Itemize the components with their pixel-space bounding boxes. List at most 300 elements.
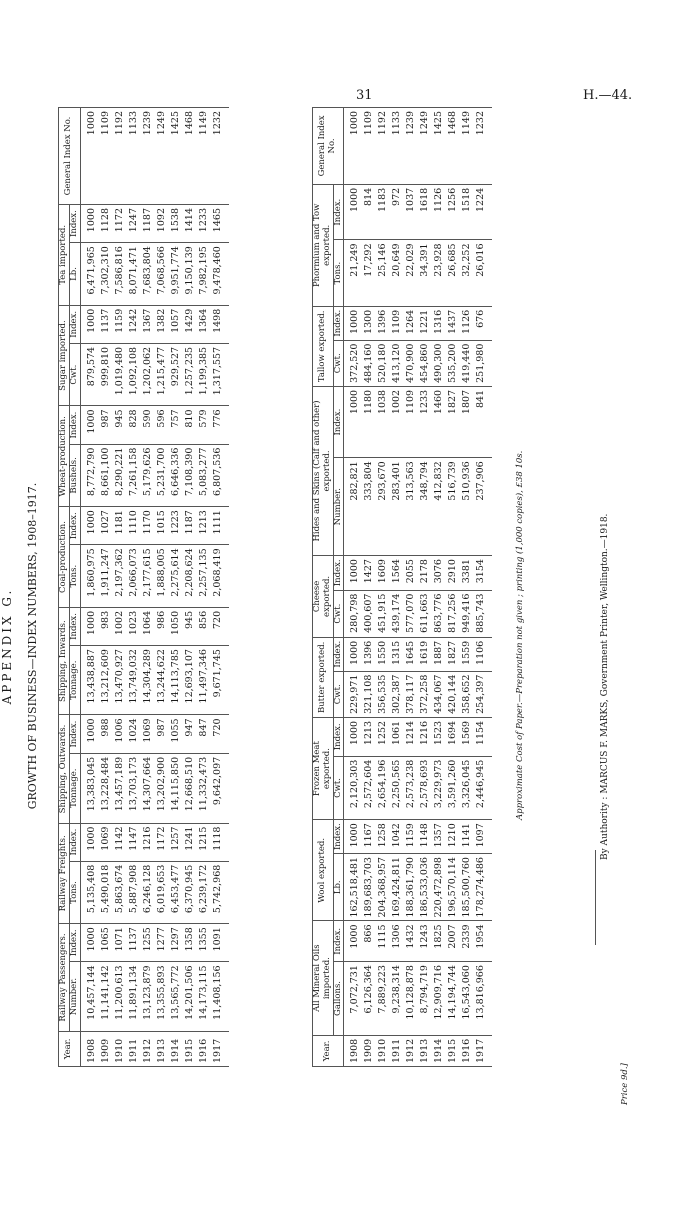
data-cell: 14,113,785	[169, 646, 183, 715]
data-cell: 189,683,703	[362, 854, 376, 921]
data-cell: 1252	[376, 717, 390, 756]
table-row	[418, 108, 432, 1067]
data-cell: 1,202,062	[141, 343, 155, 406]
year-cell: 1908	[344, 1035, 363, 1066]
column-header: Cwt.	[69, 343, 80, 406]
data-cell: 14,194,744	[446, 962, 460, 1036]
data-cell: 1149	[197, 108, 211, 205]
data-cell: 2007	[446, 921, 460, 962]
data-cell: 1133	[390, 108, 404, 185]
data-cell: 9,150,139	[183, 243, 197, 306]
group-header: Shipping, Inwards.	[59, 607, 70, 715]
data-cell: 1315	[390, 637, 404, 671]
data-cell: 1807	[460, 386, 474, 457]
data-cell: 5,179,626	[141, 444, 155, 507]
data-cell: 13,565,772	[169, 962, 183, 1031]
data-cell: 1425	[169, 108, 183, 205]
data-cell: 1538	[169, 205, 183, 243]
year-header: Year.	[313, 1035, 344, 1066]
column-header: Tons.	[333, 240, 344, 306]
data-cell: 1498	[211, 305, 229, 343]
data-cell: 11,408,156	[211, 962, 229, 1031]
data-cell: 5,231,700	[155, 444, 169, 507]
data-cell: 7,889,223	[376, 962, 390, 1036]
data-cell: 1249	[155, 108, 169, 205]
data-cell: 2,177,615	[141, 545, 155, 608]
data-cell: 1316	[432, 306, 446, 340]
data-cell: 185,500,760	[460, 854, 474, 921]
data-cell: 400,607	[362, 590, 376, 637]
data-cell: 2,120,303	[344, 756, 363, 820]
data-cell: 8,071,471	[127, 243, 141, 306]
table-row	[80, 108, 99, 1067]
data-cell: 188,361,790	[404, 854, 418, 921]
data-cell: 1000	[80, 715, 99, 753]
table-row	[155, 108, 169, 1067]
table-row	[376, 108, 390, 1067]
table-row	[404, 108, 418, 1067]
data-cell: 1,019,480	[113, 343, 127, 406]
data-cell: 1564	[390, 556, 404, 591]
data-cell: 313,563	[404, 458, 418, 556]
data-cell: 2,446,945	[474, 756, 492, 820]
data-cell: 9,238,314	[390, 962, 404, 1036]
data-cell: 828	[127, 406, 141, 444]
data-cell: 2,257,135	[197, 545, 211, 608]
data-cell: 1214	[404, 717, 418, 756]
data-cell: 1694	[446, 717, 460, 756]
data-cell: 972	[390, 184, 404, 240]
column-header: Gallons.	[333, 962, 344, 1036]
data-cell: 1055	[169, 715, 183, 753]
data-cell: 1064	[141, 607, 155, 645]
data-cell: 1183	[376, 184, 390, 240]
column-header: Index.	[333, 717, 344, 756]
data-cell: 1247	[127, 205, 141, 243]
data-cell: 333,804	[362, 458, 376, 556]
data-cell: 949,416	[460, 590, 474, 637]
data-cell: 1367	[141, 305, 155, 343]
data-cell: 1092	[155, 205, 169, 243]
data-cell: 5,742,968	[211, 861, 229, 924]
column-header: Number.	[333, 458, 344, 556]
data-cell: 1137	[127, 924, 141, 962]
column-header: Tonnage.	[69, 753, 80, 823]
data-cell: 1297	[169, 924, 183, 962]
data-cell: 434,067	[432, 671, 446, 717]
data-cell: 1000	[344, 637, 363, 671]
column-header: Number.	[69, 962, 80, 1031]
data-cell: 12,909,716	[432, 962, 446, 1036]
data-cell: 3076	[432, 556, 446, 591]
data-cell: 283,401	[390, 458, 404, 556]
index-table-2	[312, 107, 492, 1067]
data-cell: 1569	[460, 717, 474, 756]
data-cell: 6,807,536	[211, 444, 229, 507]
data-cell: 1172	[113, 205, 127, 243]
group-header: Wool exported.	[313, 820, 334, 921]
data-cell: 1180	[362, 386, 376, 457]
data-cell: 1110	[127, 507, 141, 545]
data-cell: 11,332,473	[197, 753, 211, 823]
data-cell: 13,816,966	[474, 962, 492, 1036]
data-cell: 1000	[80, 108, 99, 205]
column-header: Index.	[69, 507, 80, 545]
data-cell: 2,208,624	[183, 545, 197, 608]
data-cell: 1167	[362, 820, 376, 854]
data-cell: 1000	[80, 823, 99, 861]
data-cell: 356,535	[376, 671, 390, 717]
group-header: Cheese exported.	[313, 556, 334, 638]
data-cell: 451,915	[376, 590, 390, 637]
data-cell: 676	[474, 306, 492, 340]
column-header: Index.	[69, 715, 80, 753]
index-table-1	[58, 107, 229, 1067]
data-cell: 17,292	[362, 240, 376, 306]
data-cell: 1002	[390, 386, 404, 457]
data-cell: 1159	[113, 305, 127, 343]
data-cell: 1148	[418, 820, 432, 854]
data-cell: 1827	[446, 637, 460, 671]
data-cell: 1109	[404, 386, 418, 457]
column-header: Index.	[69, 205, 80, 243]
data-cell: 1133	[127, 108, 141, 205]
year-cell: 1910	[113, 1031, 127, 1066]
data-cell: 14,173,115	[197, 962, 211, 1031]
data-cell: 1,911,247	[99, 545, 113, 608]
group-header: Sugar imported.	[59, 305, 70, 406]
column-header: Lb.	[333, 854, 344, 921]
cost-note: Approximate Cost of Paper.—Preparation not given ; printing (1,000 copies), £38 10s.	[515, 450, 525, 820]
year-cell: 1913	[155, 1031, 169, 1066]
general-index-header: General Index No.	[59, 108, 81, 205]
column-header: Cwt.	[333, 340, 344, 386]
data-cell: 280,798	[344, 590, 363, 637]
data-cell: 7,586,816	[113, 243, 127, 306]
data-cell: 470,900	[404, 340, 418, 386]
data-cell: 1827	[446, 386, 460, 457]
data-cell: 1159	[404, 820, 418, 854]
column-header: Index.	[333, 820, 344, 854]
data-cell: 847	[197, 715, 211, 753]
data-cell: 7,261,158	[127, 444, 141, 507]
data-cell: 237,906	[474, 458, 492, 556]
data-cell: 9,951,774	[169, 243, 183, 306]
year-cell: 1911	[390, 1035, 404, 1066]
table-row	[432, 108, 446, 1067]
data-cell: 254,397	[474, 671, 492, 717]
data-cell: 2910	[446, 556, 460, 591]
data-cell: 1091	[211, 924, 229, 962]
group-header: Railway Passengers.	[59, 924, 70, 1032]
data-cell: 1,888,005	[155, 545, 169, 608]
data-cell: 6,370,945	[183, 861, 197, 924]
year-cell: 1912	[404, 1035, 418, 1066]
data-cell: 1559	[460, 637, 474, 671]
divider	[595, 850, 596, 945]
table-row	[127, 108, 141, 1067]
data-cell: 929,527	[169, 343, 183, 406]
data-cell: 1213	[197, 507, 211, 545]
data-cell: 1187	[183, 507, 197, 545]
table-row	[197, 108, 211, 1067]
group-header: Phormium and Tow exported.	[313, 184, 334, 306]
data-cell: 1210	[446, 820, 460, 854]
data-cell: 1,199,385	[197, 343, 211, 406]
data-cell: 1000	[80, 507, 99, 545]
data-cell: 321,108	[362, 671, 376, 717]
data-cell: 32,252	[460, 240, 474, 306]
data-cell: 1069	[141, 715, 155, 753]
data-cell: 986	[155, 607, 169, 645]
data-cell: 1357	[432, 820, 446, 854]
data-cell: 1187	[141, 205, 155, 243]
data-cell: 3154	[474, 556, 492, 591]
year-cell: 1911	[127, 1031, 141, 1066]
data-cell: 1258	[376, 820, 390, 854]
data-cell: 13,123,879	[141, 962, 155, 1031]
data-cell: 596	[155, 406, 169, 444]
data-cell: 13,202,900	[155, 753, 169, 823]
data-cell: 7,108,390	[183, 444, 197, 507]
data-cell: 13,228,484	[99, 753, 113, 823]
data-cell: 8,661,100	[99, 444, 113, 507]
data-cell: 1147	[127, 823, 141, 861]
data-cell: 25,146	[376, 240, 390, 306]
data-cell: 9,478,460	[211, 243, 229, 306]
data-cell: 1000	[80, 205, 99, 243]
data-cell: 2,578,693	[418, 756, 432, 820]
data-cell: 983	[99, 607, 113, 645]
column-header: Lb.	[69, 243, 80, 306]
data-cell: 1027	[99, 507, 113, 545]
column-header: Index.	[333, 637, 344, 671]
data-cell: 1954	[474, 921, 492, 962]
year-cell: 1914	[169, 1031, 183, 1066]
data-cell: 1437	[446, 306, 460, 340]
data-cell: 1429	[183, 305, 197, 343]
column-header: Index.	[69, 823, 80, 861]
data-cell: 490,300	[432, 340, 446, 386]
data-cell: 6,019,653	[155, 861, 169, 924]
data-cell: 1425	[432, 108, 446, 185]
data-cell: 11,141,142	[99, 962, 113, 1031]
data-cell: 1,215,477	[155, 343, 169, 406]
table-row	[460, 108, 474, 1067]
data-cell: 1233	[418, 386, 432, 457]
data-cell: 5,887,908	[127, 861, 141, 924]
data-cell: 1000	[80, 924, 99, 962]
data-cell: 810	[183, 406, 197, 444]
data-cell: 1106	[474, 637, 492, 671]
data-cell: 1242	[127, 305, 141, 343]
data-cell: 378,117	[404, 671, 418, 717]
data-cell: 1181	[113, 507, 127, 545]
data-cell: 6,246,128	[141, 861, 155, 924]
table-row	[344, 108, 363, 1067]
data-cell: 1000	[344, 108, 363, 185]
data-cell: 178,274,486	[474, 854, 492, 921]
column-header: Tons.	[69, 545, 80, 608]
data-cell: 520,180	[376, 340, 390, 386]
table-row	[362, 108, 376, 1067]
data-cell: 999,810	[99, 343, 113, 406]
data-cell: 1000	[344, 386, 363, 457]
data-cell: 13,470,927	[113, 646, 127, 715]
data-cell: 1000	[344, 556, 363, 591]
data-cell: 5,135,408	[80, 861, 99, 924]
table-row	[169, 108, 183, 1067]
data-cell: 13,749,032	[127, 646, 141, 715]
data-cell: 1460	[432, 386, 446, 457]
year-cell: 1916	[460, 1035, 474, 1066]
data-cell: 2,654,196	[376, 756, 390, 820]
data-cell: 1115	[376, 921, 390, 962]
data-cell: 1170	[141, 507, 155, 545]
data-cell: 229,971	[344, 671, 363, 717]
data-cell: 1257	[169, 823, 183, 861]
general-index-header: General Index No.	[313, 108, 344, 185]
data-cell: 1518	[460, 184, 474, 240]
data-cell: 413,120	[390, 340, 404, 386]
data-cell: 454,860	[418, 340, 432, 386]
data-cell: 1887	[432, 637, 446, 671]
data-cell: 611,663	[418, 590, 432, 637]
data-cell: 1097	[474, 820, 492, 854]
data-cell: 13,703,173	[127, 753, 141, 823]
data-cell: 1137	[99, 305, 113, 343]
data-cell: 1,257,235	[183, 343, 197, 406]
data-cell: 2339	[460, 921, 474, 962]
data-cell: 162,518,481	[344, 854, 363, 921]
group-header: All Mineral Oils imported.	[313, 921, 334, 1035]
data-cell: 3,229,973	[432, 756, 446, 820]
data-cell: 6,126,364	[362, 962, 376, 1036]
data-cell: 372,520	[344, 340, 363, 386]
group-header: Railway Freights.	[59, 823, 70, 924]
data-cell: 841	[474, 386, 492, 457]
data-cell: 1523	[432, 717, 446, 756]
data-cell: 13,438,887	[80, 646, 99, 715]
column-header: Index.	[333, 386, 344, 457]
data-cell: 12,668,510	[183, 753, 197, 823]
data-cell: 1396	[362, 637, 376, 671]
data-cell: 10,457,144	[80, 962, 99, 1031]
rotated-content	[0, 85, 700, 1207]
column-header: Index.	[333, 184, 344, 240]
data-cell: 1071	[113, 924, 127, 962]
data-cell: 987	[155, 715, 169, 753]
data-cell: 1023	[127, 607, 141, 645]
data-cell: 1057	[169, 305, 183, 343]
data-cell: 1000	[344, 306, 363, 340]
group-header: Coal-production.	[59, 507, 70, 608]
table-row	[141, 108, 155, 1067]
data-cell: 516,739	[446, 458, 460, 556]
data-cell: 2,275,614	[169, 545, 183, 608]
data-cell: 358,652	[460, 671, 474, 717]
data-cell: 7,982,195	[197, 243, 211, 306]
table-row	[113, 108, 127, 1067]
group-header: Wheat-production.	[59, 406, 70, 507]
table-row	[390, 108, 404, 1067]
table-row	[446, 108, 460, 1067]
data-cell: 11,891,134	[127, 962, 141, 1031]
data-cell: 1249	[418, 108, 432, 185]
year-cell: 1910	[376, 1035, 390, 1066]
data-cell: 1382	[155, 305, 169, 343]
data-cell: 1172	[155, 823, 169, 861]
data-cell: 11,497,346	[197, 646, 211, 715]
data-cell: 13,383,045	[80, 753, 99, 823]
data-cell: 1355	[197, 924, 211, 962]
year-cell: 1915	[446, 1035, 460, 1066]
data-cell: 817,256	[446, 590, 460, 637]
document-id: H.—44.	[583, 88, 633, 103]
data-cell: 6,646,336	[169, 444, 183, 507]
data-cell: 1050	[169, 607, 183, 645]
data-cell: 1364	[197, 305, 211, 343]
data-cell: 5,863,674	[113, 861, 127, 924]
data-cell: 1618	[418, 184, 432, 240]
data-cell: 947	[183, 715, 197, 753]
data-cell: 720	[211, 715, 229, 753]
column-header: Index.	[333, 306, 344, 340]
data-cell: 1000	[344, 184, 363, 240]
year-cell: 1913	[418, 1035, 432, 1066]
data-cell: 1216	[141, 823, 155, 861]
data-cell: 1038	[376, 386, 390, 457]
data-cell: 1069	[99, 823, 113, 861]
data-cell: 196,570,114	[446, 854, 460, 921]
year-cell: 1909	[362, 1035, 376, 1066]
data-cell: 1306	[390, 921, 404, 962]
data-cell: 2,197,362	[113, 545, 127, 608]
data-cell: 2,572,604	[362, 756, 376, 820]
data-cell: 1126	[432, 184, 446, 240]
data-cell: 1000	[80, 406, 99, 444]
data-cell: 484,160	[362, 340, 376, 386]
data-cell: 14,115,850	[169, 753, 183, 823]
group-header: Tea imported.	[59, 205, 70, 306]
data-cell: 1609	[376, 556, 390, 591]
year-cell: 1917	[211, 1031, 229, 1066]
data-cell: 1109	[362, 108, 376, 185]
data-cell: 420,144	[446, 671, 460, 717]
data-cell: 988	[99, 715, 113, 753]
data-cell: 2055	[404, 556, 418, 591]
data-cell: 1825	[432, 921, 446, 962]
data-cell: 1111	[211, 507, 229, 545]
data-cell: 1,092,108	[127, 343, 141, 406]
data-cell: 1264	[404, 306, 418, 340]
data-cell: 169,424,811	[390, 854, 404, 921]
data-cell: 5,490,018	[99, 861, 113, 924]
data-cell: 1061	[390, 717, 404, 756]
printer-authority: By Authority : MARCUS F. MARKS, Government Printer, Wellington.—1918.	[600, 513, 610, 860]
data-cell: 2,573,238	[404, 756, 418, 820]
data-cell: 1277	[155, 924, 169, 962]
data-cell: 1239	[404, 108, 418, 185]
column-header: Index.	[69, 607, 80, 645]
data-cell: 1000	[344, 717, 363, 756]
data-cell: 13,212,609	[99, 646, 113, 715]
data-cell: 439,174	[390, 590, 404, 637]
data-cell: 590	[141, 406, 155, 444]
year-cell: 1914	[432, 1035, 446, 1066]
year-header: Year.	[59, 1031, 81, 1066]
table-row	[99, 108, 113, 1067]
